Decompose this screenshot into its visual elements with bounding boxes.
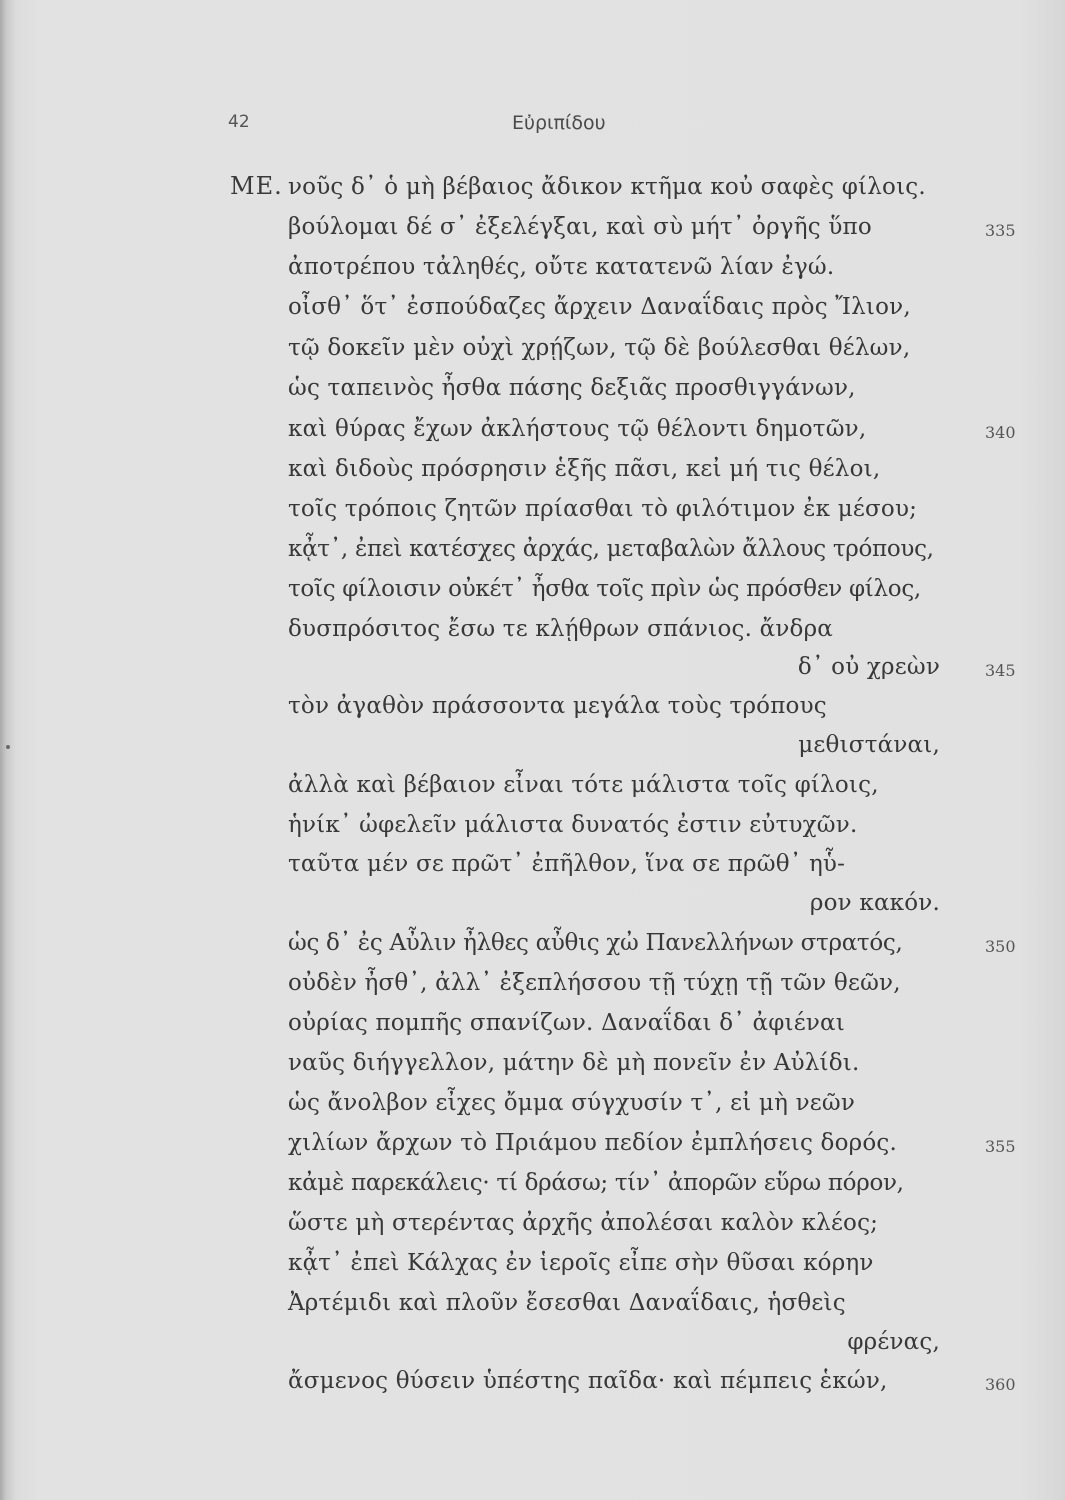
verse-line: καὶ θύρας ἔχων ἀκλήστους τῷ θέλοντι δημοτῶν, xyxy=(288,416,867,442)
verse-line: τοῖς φίλοισιν οὐκέτ᾽ ἦσθα τοῖς πρὶν ὡς πρόσθεν φίλος, xyxy=(288,576,921,602)
verse-line: κἀμὲ παρεκάλεις· τί δράσω; τίν᾽ ἀπορῶν εὕρω πόρον, xyxy=(288,1170,904,1196)
verse-line: βούλομαι δέ σ᾽ ἐξελέγξαι, καὶ σὺ μήτ᾽ ὀργῆς ὕπο xyxy=(288,214,872,240)
verse-line: οὐρίας πομπῆς σπανίζων. Δαναΐδαι δ᾽ ἀφιέναι xyxy=(288,1010,846,1036)
verse-line: κᾆτ᾽, ἐπεὶ κατέσχες ἀρχάς, μεταβαλὼν ἄλλους τρόπους, xyxy=(288,536,934,562)
verse-line: τὸν ἀγαθὸν πράσσοντα μεγάλα τοὺς τρόπους xyxy=(288,693,827,719)
running-head: Εὐριπίδου xyxy=(512,112,606,134)
verse-line: ἀλλὰ καὶ βέβαιον εἶναι τότε μάλιστα τοῖς φίλοις, xyxy=(288,772,879,798)
verse-line: Ἀρτέμιδι καὶ πλοῦν ἔσεσθαι Δαναΐδαις, ἡσθεὶς xyxy=(288,1290,846,1316)
verse-line: ἄσμενος θύσειν ὑπέστης παῖδα· καὶ πέμπεις ἑκών, xyxy=(288,1368,888,1394)
verse-line: τῷ δοκεῖν μὲν οὐχὶ χρῄζων, τῷ δὲ βούλεσθαι θέλων, xyxy=(288,335,911,361)
line-number: 345 xyxy=(985,661,1016,680)
line-number: 340 xyxy=(985,423,1016,442)
verse-line: ὡς ἄνολβον εἶχες ὄμμα σύγχυσίν τ᾽, εἰ μὴ νεῶν xyxy=(288,1090,856,1116)
line-number: 350 xyxy=(985,937,1016,956)
verse-line: καὶ διδοὺς πρόσρησιν ἑξῆς πᾶσι, κεἰ μή τις θέλοι, xyxy=(288,456,881,482)
verse-line-continuation: ρον κακόν. xyxy=(809,890,940,916)
line-number: 355 xyxy=(985,1137,1016,1156)
speaker-label: ΜΕ. xyxy=(230,172,283,200)
verse-line: κᾆτ᾽ ἐπεὶ Κάλχας ἐν ἱεροῖς εἶπε σὴν θῦσαι κόρην xyxy=(288,1250,874,1276)
page-number: 42 xyxy=(228,112,250,132)
verse-line: ναῦς διήγγελλον, μάτην δὲ μὴ πονεῖν ἐν Αὐλίδι. xyxy=(288,1050,860,1076)
verse-line-continuation: μεθιστάναι, xyxy=(798,732,940,758)
verse-line: οἶσθ᾽ ὅτ᾽ ἐσπούδαζες ἄρχειν Δαναΐδαις πρὸς Ἴλιον, xyxy=(288,294,911,320)
verse-line: χιλίων ἄρχων τὸ Πριάμου πεδίον ἐμπλήσεις δορός. xyxy=(288,1130,898,1156)
verse-line-continuation: φρένας, xyxy=(847,1329,940,1355)
line-number: 335 xyxy=(985,221,1016,240)
verse-line: ὥστε μὴ στερέντας ἀρχῆς ἀπολέσαι καλὸν κλέος; xyxy=(288,1210,879,1236)
paper-speck xyxy=(6,745,10,749)
verse-line: οὐδὲν ἦσθ᾽, ἀλλ᾽ ἐξεπλήσσου τῇ τύχῃ τῇ τῶν θεῶν, xyxy=(288,970,901,996)
verse-line-continuation: δ᾽ οὐ χρεὼν xyxy=(797,654,940,680)
verse-line: ταῦτα μέν σε πρῶτ᾽ ἐπῆλθον, ἵνα σε πρῶθ᾽ ηὗ- xyxy=(288,851,846,877)
verse-line: ὡς δ᾽ ἐς Αὖλιν ἦλθες αὖθις χὠ Πανελλήνων στρατός, xyxy=(288,930,903,956)
verse-line: ὡς ταπεινὸς ἦσθα πάσης δεξιᾶς προσθιγγάνων, xyxy=(288,375,856,401)
verse-line: τοῖς τρόποις ζητῶν πρίασθαι τὸ φιλότιμον ἐκ μέσου; xyxy=(288,496,918,522)
line-number: 360 xyxy=(985,1375,1016,1394)
verse-line: νοῦς δ᾽ ὁ μὴ βέβαιος ἄδικον κτῆμα κοὐ σαφὲς φίλοις. xyxy=(288,174,926,200)
verse-line: ἀποτρέπου τἀληθές, οὔτε κατατενῶ λίαν ἐγώ. xyxy=(288,254,835,280)
verse-line: ἡνίκ᾽ ὠφελεῖν μάλιστα δυνατός ἐστιν εὐτυχῶν. xyxy=(288,812,858,838)
verse-line: δυσπρόσιτος ἔσω τε κλῄθρων σπάνιος. ἄνδρα xyxy=(288,616,834,642)
